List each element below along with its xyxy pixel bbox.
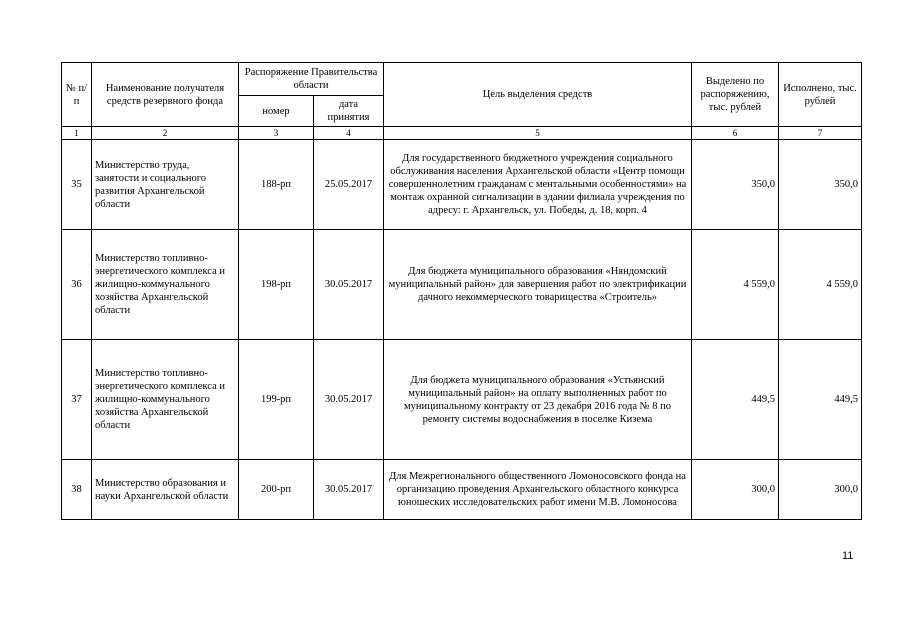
table-row — [62, 340, 862, 460]
row-order-date: 25.05.2017 — [314, 140, 384, 230]
row-allocated: 350,0 — [692, 140, 779, 230]
table-row — [62, 230, 862, 340]
row-executed: 4 559,0 — [779, 230, 862, 340]
page-number: 11 — [842, 550, 854, 562]
header-purpose: Цель выделения средств — [384, 63, 692, 127]
row-num: 37 — [62, 340, 92, 460]
row-allocated: 300,0 — [692, 460, 779, 520]
row-order-number: 200-рп — [239, 460, 314, 520]
row-order-date: 30.05.2017 — [314, 340, 384, 460]
row-allocated: 4 559,0 — [692, 230, 779, 340]
column-number: 1 — [62, 127, 92, 140]
header-num: № п/п — [62, 63, 92, 127]
header-order-date: дата принятия — [314, 96, 384, 127]
row-purpose: Для государственного бюджетного учреждения социального обслуживания населения Архангельской области «Центр помощи совершеннолетним гражданам с ментальными особенностями» на монтаж охранной сигнализации в здании филиала учреждения по адресу: г. Архангельск, ул. Победы, д. 18, корп. 4 — [384, 140, 692, 230]
header-order: Распоряжение Правительства области — [239, 63, 384, 96]
row-order-date: 30.05.2017 — [314, 230, 384, 340]
header-recipient: Наименование получателя средств резервного фонда — [92, 63, 239, 127]
row-executed: 300,0 — [779, 460, 862, 520]
reserve-fund-table — [61, 62, 862, 520]
row-num: 36 — [62, 230, 92, 340]
column-number: 2 — [92, 127, 239, 140]
row-order-date: 30.05.2017 — [314, 460, 384, 520]
row-purpose: Для Межрегионального общественного Ломоносовского фонда на организацию проведения Архангельского областного конкурса юношеских исследовательских работ имени М.В. Ломоносова — [384, 460, 692, 520]
row-purpose: Для бюджета муниципального образования «Устьянский муниципальный район» на оплату выполненных работ по муниципальному контракту от 23 декабря 2016 года № 8 по ремонту системы водоснабжения в поселке Кизема — [384, 340, 692, 460]
row-order-number: 188-рп — [239, 140, 314, 230]
column-number: 6 — [692, 127, 779, 140]
row-executed: 350,0 — [779, 140, 862, 230]
row-executed: 449,5 — [779, 340, 862, 460]
row-recipient: Министерство труда, занятости и социального развития Архангельской области — [92, 140, 239, 230]
row-num: 38 — [62, 460, 92, 520]
row-num: 35 — [62, 140, 92, 230]
row-recipient: Министерство топливно-энергетического комплекса и жилищно-коммунального хозяйства Архангельской области — [92, 340, 239, 460]
column-number: 4 — [314, 127, 384, 140]
row-purpose: Для бюджета муниципального образования «Няндомский муниципальный район» для завершения работ по электрификации дачного некоммерческого товарищества «Строитель» — [384, 230, 692, 340]
column-number: 7 — [779, 127, 862, 140]
row-order-number: 198-рп — [239, 230, 314, 340]
header-executed: Исполнено, тыс. рублей — [779, 63, 862, 127]
row-recipient: Министерство образования и науки Архангельской области — [92, 460, 239, 520]
row-order-number: 199-рп — [239, 340, 314, 460]
table-row — [62, 460, 862, 520]
header-order-number: номер — [239, 96, 314, 127]
header-allocated: Выделено по распоряжению, тыс. рублей — [692, 63, 779, 127]
row-allocated: 449,5 — [692, 340, 779, 460]
row-recipient: Министерство топливно-энергетического комплекса и жилищно-коммунального хозяйства Архангельской области — [92, 230, 239, 340]
table-row — [62, 140, 862, 230]
column-number: 3 — [239, 127, 314, 140]
column-number: 5 — [384, 127, 692, 140]
